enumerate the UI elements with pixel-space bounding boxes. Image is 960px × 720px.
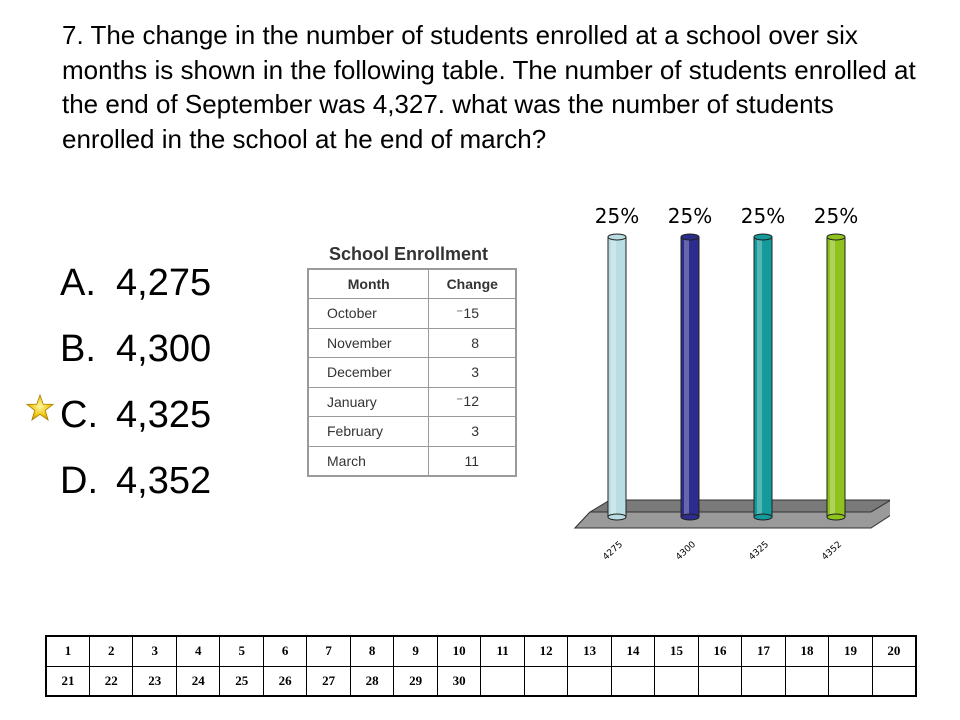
bar-base <box>681 514 699 520</box>
grid-cell[interactable]: 17 <box>742 636 785 666</box>
column-header-change: Change <box>429 269 516 299</box>
change-cell: ⁻15 <box>429 299 516 329</box>
grid-cell[interactable]: 16 <box>698 636 741 666</box>
grid-cell[interactable] <box>785 666 828 696</box>
question-text: 7. The change in the number of students enrolled at a school over six months is shown in the following table. The number of students enrolled at the end of September was 4,327. what was the number of students enrolled in the school at he end of march? <box>62 20 916 154</box>
grid-cell[interactable]: 25 <box>220 666 263 696</box>
grid-cell[interactable]: 18 <box>785 636 828 666</box>
x-tick-label: 4275 <box>601 539 626 563</box>
x-tick-label: 4325 <box>747 539 772 563</box>
grid-cell[interactable] <box>481 666 524 696</box>
grid-cell[interactable] <box>655 666 698 696</box>
grid-cell[interactable]: 30 <box>437 666 480 696</box>
bar-data-label: 25% <box>667 204 713 228</box>
bar-4300 <box>681 237 699 517</box>
answer-value: 4,300 <box>116 328 212 370</box>
grid-cell[interactable]: 21 <box>46 666 90 696</box>
grid-cell[interactable] <box>524 666 567 696</box>
grid-cell[interactable]: 14 <box>611 636 654 666</box>
month-cell: February <box>308 417 429 447</box>
bar-4325 <box>754 237 772 517</box>
grid-cell[interactable]: 11 <box>481 636 524 666</box>
response-chart <box>570 195 890 585</box>
bar-base <box>827 514 845 520</box>
table-row <box>308 417 516 447</box>
month-cell: October <box>308 299 429 329</box>
answer-list <box>60 250 211 514</box>
change-cell: 11 <box>429 446 516 476</box>
grid-cell[interactable]: 5 <box>220 636 263 666</box>
month-cell: November <box>308 328 429 358</box>
grid-cell[interactable]: 19 <box>829 636 872 666</box>
bar-4352 <box>827 237 845 517</box>
column-header-month: Month <box>308 269 429 299</box>
grid-cell[interactable]: 27 <box>307 666 350 696</box>
grid-cell[interactable]: 28 <box>350 666 393 696</box>
question-number-grid <box>45 635 917 697</box>
answer-option-c[interactable] <box>60 382 211 448</box>
bar-highlight <box>684 237 689 517</box>
grid-cell[interactable]: 29 <box>394 666 437 696</box>
enrollment-grid <box>307 268 517 477</box>
bar-cap <box>754 234 772 240</box>
star-icon <box>26 394 54 422</box>
grid-cell[interactable]: 22 <box>90 666 133 696</box>
grid-cell[interactable]: 1 <box>46 636 90 666</box>
grid-cell[interactable]: 12 <box>524 636 567 666</box>
grid-cell[interactable]: 7 <box>307 636 350 666</box>
grid-cell[interactable]: 20 <box>872 636 916 666</box>
bar-data-label: 25% <box>813 204 859 228</box>
grid-cell[interactable]: 26 <box>263 666 306 696</box>
grid-cell[interactable]: 13 <box>568 636 611 666</box>
bar-data-label: 25% <box>740 204 786 228</box>
grid-cell[interactable]: 2 <box>90 636 133 666</box>
table-row <box>308 299 516 329</box>
answer-option-b[interactable] <box>60 316 211 382</box>
bar-4275 <box>608 237 626 517</box>
answer-option-d[interactable] <box>60 448 211 514</box>
grid-row-1 <box>46 636 916 666</box>
answer-letter: B. <box>60 328 96 370</box>
grid-cell[interactable]: 4 <box>176 636 219 666</box>
grid-cell[interactable] <box>742 666 785 696</box>
grid-cell[interactable] <box>568 666 611 696</box>
enrollment-table-title: School Enrollment <box>329 244 489 264</box>
grid-cell[interactable]: 24 <box>176 666 219 696</box>
table-row <box>308 387 516 417</box>
enrollment-table <box>307 240 517 477</box>
bar-cap <box>827 234 845 240</box>
change-cell: 3 <box>429 358 516 388</box>
table-row <box>308 446 516 476</box>
grid-row-2 <box>46 666 916 696</box>
change-cell: 8 <box>429 328 516 358</box>
bar-highlight <box>757 237 762 517</box>
answer-letter: A. <box>60 262 96 304</box>
bar-base <box>754 514 772 520</box>
change-cell: 3 <box>429 417 516 447</box>
answer-value: 4,275 <box>116 262 212 304</box>
bar-highlight <box>830 237 835 517</box>
grid-cell[interactable]: 9 <box>394 636 437 666</box>
grid-cell[interactable]: 23 <box>133 666 176 696</box>
answer-value: 4,325 <box>116 394 212 436</box>
grid-cell[interactable]: 15 <box>655 636 698 666</box>
answer-value: 4,352 <box>116 460 212 502</box>
bar-cap <box>681 234 699 240</box>
table-row <box>308 358 516 388</box>
x-tick-label: 4352 <box>820 539 845 563</box>
bar-highlight <box>611 237 616 517</box>
bar-data-label: 25% <box>594 204 640 228</box>
month-cell: January <box>308 387 429 417</box>
x-tick-label: 4300 <box>674 539 699 563</box>
grid-cell[interactable] <box>611 666 654 696</box>
change-cell: ⁻12 <box>429 387 516 417</box>
bar-base <box>608 514 626 520</box>
grid-cell[interactable]: 3 <box>133 636 176 666</box>
answer-option-a[interactable] <box>60 250 211 316</box>
grid-cell[interactable]: 6 <box>263 636 306 666</box>
grid-cell[interactable] <box>829 666 872 696</box>
month-cell: December <box>308 358 429 388</box>
answer-letter: D. <box>60 460 98 502</box>
table-row <box>308 328 516 358</box>
grid-cell[interactable] <box>698 666 741 696</box>
grid-cell[interactable]: 8 <box>350 636 393 666</box>
bar-cap <box>608 234 626 240</box>
table-header-row <box>308 269 516 299</box>
grid-cell[interactable]: 10 <box>437 636 480 666</box>
grid-cell[interactable] <box>872 666 916 696</box>
answer-letter: C. <box>60 394 98 436</box>
month-cell: March <box>308 446 429 476</box>
